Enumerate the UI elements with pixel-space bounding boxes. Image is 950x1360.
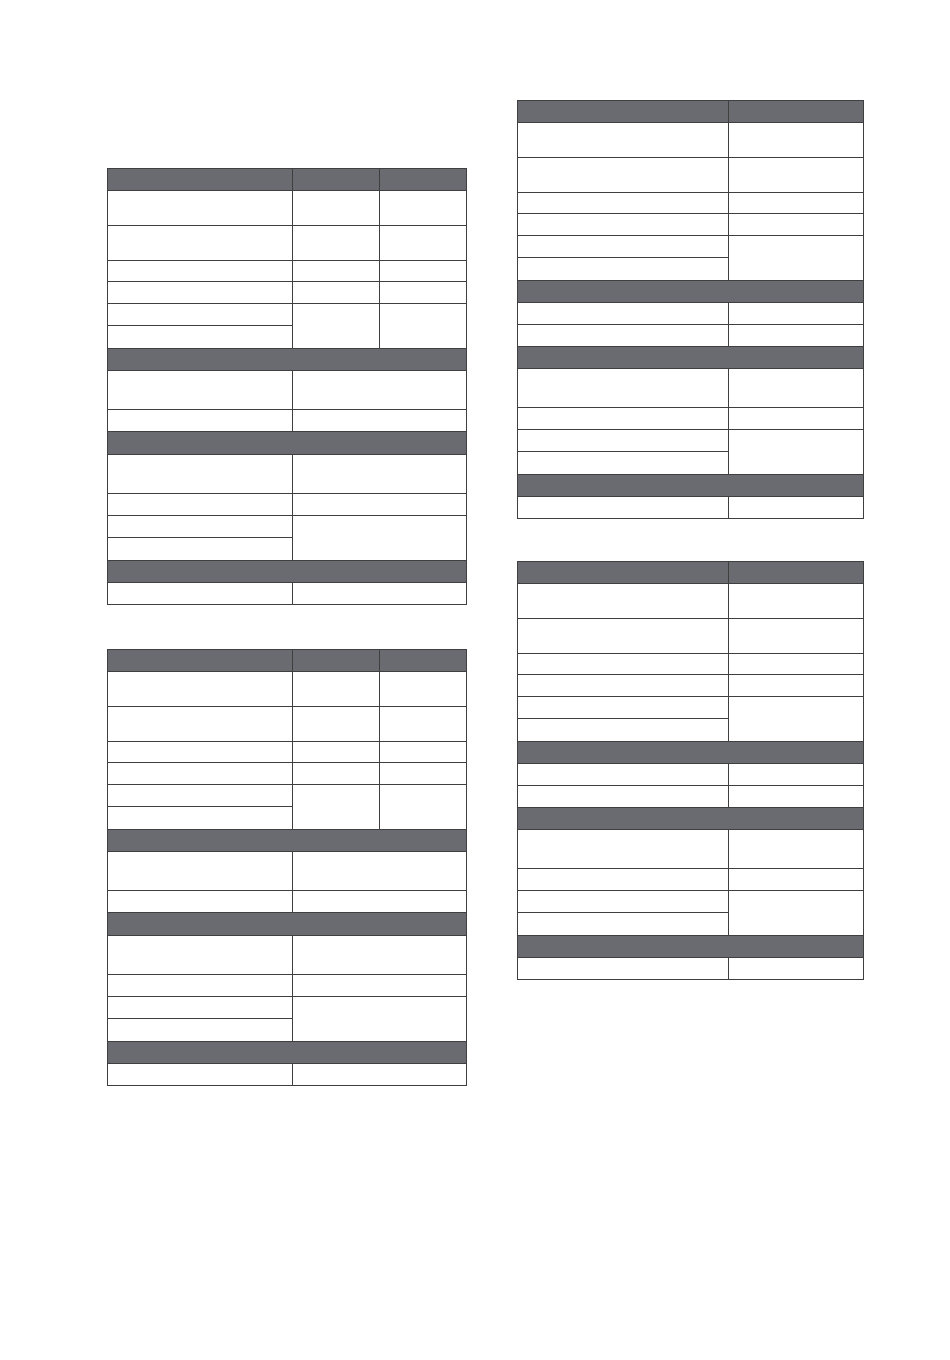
- table-cell: [108, 707, 293, 742]
- table-cell: [729, 303, 864, 325]
- section-cell: [108, 561, 467, 583]
- table-row: [108, 975, 467, 997]
- section-band: [108, 913, 467, 936]
- table-cell: [108, 282, 293, 304]
- table-cell: [108, 852, 293, 891]
- table-cell: [108, 742, 293, 763]
- table-row: [518, 497, 864, 519]
- table-cell: [108, 304, 293, 326]
- table-cell: [380, 191, 467, 226]
- table-cell: [293, 282, 380, 304]
- table-cell: [729, 369, 864, 408]
- header-cell: [293, 650, 380, 672]
- table-cell: [518, 369, 729, 408]
- table-cell: [108, 672, 293, 707]
- table-row: [518, 369, 864, 408]
- table-cell: [380, 742, 467, 763]
- table-cell: [518, 830, 729, 869]
- table-cell: [729, 408, 864, 430]
- table-cell: [729, 697, 864, 742]
- table-cell: [380, 707, 467, 742]
- table-row: [108, 583, 467, 605]
- table-cell: [380, 261, 467, 282]
- table-cell: [108, 891, 293, 913]
- table-row: [108, 672, 467, 707]
- section-band: [108, 830, 467, 852]
- table-cell: [380, 672, 467, 707]
- table-cell: [380, 304, 467, 349]
- header-cell: [518, 562, 729, 584]
- section-cell: [108, 432, 467, 455]
- table-cell: [729, 675, 864, 697]
- table-cell: [518, 719, 729, 742]
- table-cell: [293, 763, 380, 785]
- table-header-row: [518, 101, 864, 123]
- section-band: [108, 561, 467, 583]
- table-row: [518, 430, 864, 452]
- section-band: [108, 1042, 467, 1064]
- table-cell: [108, 1019, 293, 1042]
- section-cell: [108, 349, 467, 371]
- table-header-row: [518, 562, 864, 584]
- header-cell: [108, 169, 293, 191]
- section-band: [108, 349, 467, 371]
- table-cell: [518, 408, 729, 430]
- table-cell: [293, 583, 467, 605]
- table-row: [108, 226, 467, 261]
- table-cell: [518, 786, 729, 808]
- header-cell: [108, 650, 293, 672]
- table-row: [108, 191, 467, 226]
- table-cell: [293, 304, 380, 349]
- table-row: [108, 742, 467, 763]
- table-cell: [518, 891, 729, 913]
- table-row: [518, 675, 864, 697]
- section-cell: [108, 1042, 467, 1064]
- table-row: [518, 193, 864, 214]
- table-cell: [108, 807, 293, 830]
- table-row: [518, 869, 864, 891]
- table-cell: [293, 672, 380, 707]
- table-header-row: [108, 169, 467, 191]
- table-cell: [293, 410, 467, 432]
- table-cell: [108, 763, 293, 785]
- table-row: [108, 455, 467, 494]
- section-band: [518, 347, 864, 369]
- table-cell: [108, 226, 293, 261]
- table-row: [518, 830, 864, 869]
- table-header-row: [108, 650, 467, 672]
- table-cell: [729, 123, 864, 158]
- table-cell: [108, 936, 293, 975]
- table-cell: [518, 869, 729, 891]
- table-cell: [108, 410, 293, 432]
- table-row: [518, 408, 864, 430]
- table-row: [518, 584, 864, 619]
- table-cell: [518, 430, 729, 452]
- section-band: [518, 281, 864, 303]
- table-cell: [729, 654, 864, 675]
- table-cell: [518, 452, 729, 475]
- table-row: [518, 214, 864, 236]
- table-cell: [380, 282, 467, 304]
- table-cell: [293, 936, 467, 975]
- section-band: [518, 475, 864, 497]
- table-row: [108, 852, 467, 891]
- table-cell: [518, 258, 729, 281]
- table-row: [518, 619, 864, 654]
- table-row: [518, 764, 864, 786]
- table-cell: [108, 538, 293, 561]
- table-cell: [729, 236, 864, 281]
- table-row: [518, 958, 864, 980]
- table-cell: [518, 913, 729, 936]
- table-cell: [729, 619, 864, 654]
- section-cell: [518, 281, 864, 303]
- table-cell: [293, 191, 380, 226]
- table-cell: [293, 997, 467, 1042]
- table-cell: [108, 261, 293, 282]
- table-row: [518, 325, 864, 347]
- table-cell: [518, 193, 729, 214]
- section-cell: [518, 475, 864, 497]
- table-cell: [729, 430, 864, 475]
- table-cell: [293, 516, 467, 561]
- table-cell: [293, 742, 380, 763]
- table-cell: [108, 1064, 293, 1086]
- table-cell: [729, 830, 864, 869]
- table-cell: [293, 494, 467, 516]
- spec-table-3: [517, 100, 864, 519]
- spec-table-2: [107, 649, 467, 1086]
- table-cell: [293, 371, 467, 410]
- header-cell: [293, 169, 380, 191]
- table-cell: [293, 975, 467, 997]
- table-row: [108, 282, 467, 304]
- header-cell: [380, 169, 467, 191]
- header-cell: [729, 562, 864, 584]
- table-cell: [108, 371, 293, 410]
- table-cell: [518, 158, 729, 193]
- table-row: [108, 785, 467, 807]
- section-band: [108, 432, 467, 455]
- table-cell: [108, 191, 293, 226]
- table-cell: [729, 584, 864, 619]
- section-cell: [108, 830, 467, 852]
- table-cell: [729, 497, 864, 519]
- table-cell: [108, 997, 293, 1019]
- table-cell: [293, 891, 467, 913]
- table-cell: [729, 958, 864, 980]
- section-cell: [518, 742, 864, 764]
- table-row: [108, 516, 467, 538]
- spec-table-1: [107, 168, 467, 605]
- table-row: [108, 891, 467, 913]
- table-row: [108, 707, 467, 742]
- table-row: [518, 236, 864, 258]
- table-row: [108, 304, 467, 326]
- table-row: [518, 786, 864, 808]
- table-row: [108, 997, 467, 1019]
- section-band: [518, 742, 864, 764]
- table-cell: [729, 158, 864, 193]
- table-row: [108, 371, 467, 410]
- table-cell: [293, 226, 380, 261]
- table-cell: [293, 455, 467, 494]
- section-band: [518, 808, 864, 830]
- table-cell: [108, 326, 293, 349]
- table-cell: [293, 785, 380, 830]
- table-cell: [518, 236, 729, 258]
- spec-table-4: [517, 561, 864, 980]
- table-row: [518, 697, 864, 719]
- section-cell: [518, 347, 864, 369]
- table-row: [108, 410, 467, 432]
- table-cell: [108, 583, 293, 605]
- table-cell: [380, 226, 467, 261]
- table-cell: [108, 975, 293, 997]
- table-cell: [518, 958, 729, 980]
- table-cell: [293, 852, 467, 891]
- table-cell: [729, 891, 864, 936]
- table-cell: [518, 214, 729, 236]
- table-cell: [380, 763, 467, 785]
- section-cell: [518, 936, 864, 958]
- section-cell: [108, 913, 467, 936]
- table-row: [518, 158, 864, 193]
- table-cell: [518, 303, 729, 325]
- table-row: [108, 494, 467, 516]
- table-cell: [518, 764, 729, 786]
- table-row: [518, 654, 864, 675]
- table-cell: [518, 697, 729, 719]
- table-cell: [108, 494, 293, 516]
- table-cell: [729, 764, 864, 786]
- table-cell: [518, 123, 729, 158]
- header-cell: [380, 650, 467, 672]
- table-cell: [108, 785, 293, 807]
- table-cell: [518, 584, 729, 619]
- table-cell: [108, 455, 293, 494]
- table-cell: [729, 869, 864, 891]
- table-cell: [518, 497, 729, 519]
- table-cell: [518, 654, 729, 675]
- table-row: [518, 303, 864, 325]
- table-row: [108, 936, 467, 975]
- table-cell: [518, 619, 729, 654]
- table-cell: [518, 675, 729, 697]
- section-cell: [518, 808, 864, 830]
- table-row: [518, 123, 864, 158]
- section-band: [518, 936, 864, 958]
- table-cell: [380, 785, 467, 830]
- table-row: [108, 763, 467, 785]
- table-cell: [729, 786, 864, 808]
- table-cell: [729, 193, 864, 214]
- header-cell: [518, 101, 729, 123]
- table-cell: [108, 516, 293, 538]
- header-cell: [729, 101, 864, 123]
- table-cell: [293, 1064, 467, 1086]
- table-cell: [293, 261, 380, 282]
- table-row: [108, 1064, 467, 1086]
- table-row: [108, 261, 467, 282]
- table-row: [518, 891, 864, 913]
- table-cell: [729, 214, 864, 236]
- table-cell: [729, 325, 864, 347]
- table-cell: [293, 707, 380, 742]
- table-cell: [518, 325, 729, 347]
